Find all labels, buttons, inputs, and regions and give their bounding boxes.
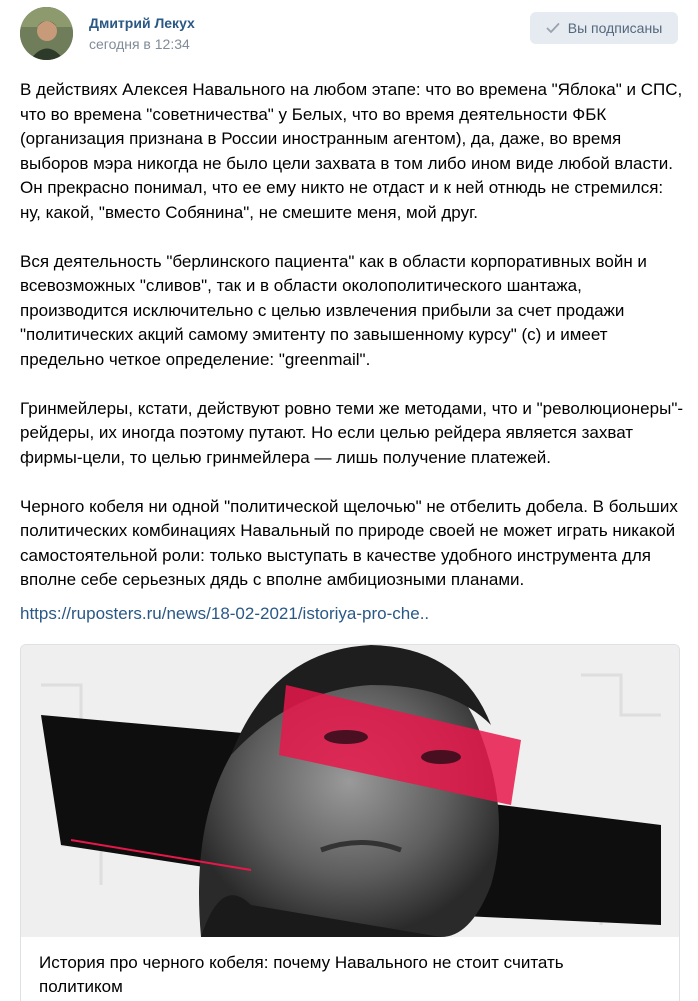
post-paragraph-3: Гринмейлеры, кстати, действуют ровно теми же методами, что и "революционеры"-рейдеры, их иногда поэтому путают. Но если целью рейдера является захват фирмы-цели, то целью гринмейлера — лишь получение платежей. (20, 398, 684, 467)
post-paragraph-1: В действиях Алексея Навального на любом этапе: что во времена "Яблока" и СПС, что во времена "советничества" у Белых, что во время деятельности ФБК (организация признана в России иностранным агентом), да, даже, во время выборов мэра никогда не было цели захвата в том либо ином виде любой власти. Он прекрасно понимал, что ее ему никто не отдаст и к ней отнюдь не стремился: ну, какой, "вместо Собянина", не смешите меня, мой друг. (20, 80, 683, 222)
link-preview-card[interactable] (20, 644, 680, 1001)
checkmark-icon (546, 22, 560, 34)
post-text (20, 78, 685, 617)
post-paragraph-4: Черного кобеля ни одной "политической щелочью" не отбелить добела. В больших политических комбинациях Навальный по природе своей не может играть никакой самостоятельной роли: только выступать в качестве удобного инструмента для вполне себе серьезных дядь с вполне амбициозными планами. (20, 496, 678, 589)
post-header (0, 0, 698, 70)
post-link[interactable]: https://ruposters.ru/news/18-02-2021/istoriya-pro-che.. (20, 604, 430, 623)
link-preview-title[interactable]: История про черного кобеля: почему Навального не стоит считать политиком (39, 953, 564, 996)
author-name[interactable]: Дмитрий Лекух (89, 15, 195, 31)
post-time[interactable]: сегодня в 12:34 (89, 36, 190, 52)
link-preview-image[interactable] (21, 645, 679, 937)
subscribed-label: Вы подписаны (567, 20, 663, 36)
author-avatar[interactable] (20, 7, 73, 60)
subscribed-button[interactable] (530, 12, 678, 44)
post-paragraph-2: Вся деятельность "берлинского пациента" как в области корпоративных войн и всевозможных "сливов", так и в области околополитического шантажа, производится исключительно с целью извлечения прибыли за счет продажи "политических акций самому эмитенту по завышенному курсу" (с) и имеет предельно четкое определение: "greenmail". (20, 251, 647, 369)
